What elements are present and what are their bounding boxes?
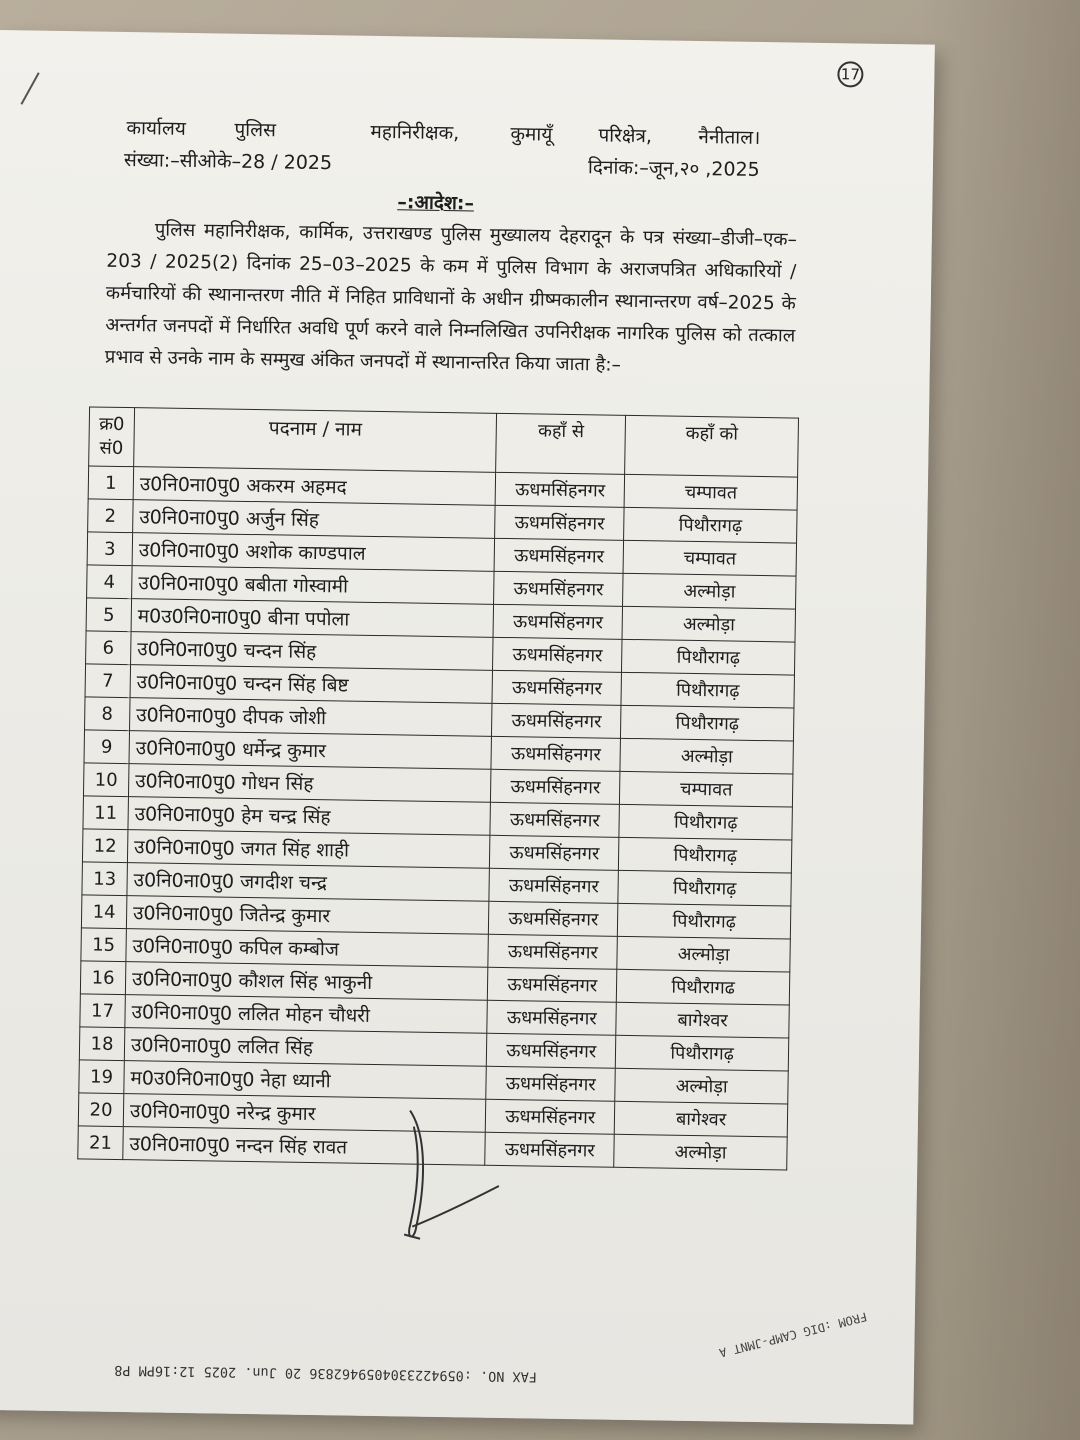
cell-name: उ0नि0ना0पु0 जितेन्द्र कुमार — [126, 896, 489, 935]
cell-name: उ0नि0ना0पु0 नरेन्द्र कुमार — [123, 1094, 486, 1133]
cell-name: म0उ0नि0ना0पु0 नेहा ध्यानी — [124, 1061, 487, 1100]
cell-serial-no: 7 — [85, 664, 130, 698]
cell-to: पिथौरागढ़ — [619, 804, 792, 840]
cell-from: ऊधमसिंहनगर — [495, 472, 624, 507]
cell-serial-no: 19 — [79, 1060, 124, 1094]
cell-serial-no: 16 — [80, 961, 125, 995]
header-serial-no-line1: क्र0 — [99, 413, 125, 436]
document-page — [0, 30, 935, 1425]
cell-serial-no: 12 — [82, 829, 127, 863]
cell-from: ऊधमसिंहनगर — [495, 505, 624, 540]
cell-to: पिथौरागढ — [617, 969, 790, 1005]
cell-from: ऊधमसिंहनगर — [493, 637, 622, 672]
fax-from-line: FROM :DIG CAMP-JMNT A — [717, 1309, 869, 1360]
cell-name: उ0नि0ना0पु0 ललित मोहन चौधरी — [125, 995, 488, 1034]
cell-to: चम्पावत — [624, 474, 797, 510]
pen-mark — [21, 72, 40, 104]
cell-serial-no: 14 — [81, 895, 126, 929]
cell-to: बागेश्वर — [614, 1101, 787, 1137]
cell-from: ऊधमसिंहनगर — [492, 703, 621, 738]
table-header-row — [89, 407, 799, 477]
cell-name: उ0नि0ना0पु0 हेम चन्द्र सिंह — [128, 797, 491, 836]
cell-to: पिथौरागढ़ — [622, 639, 795, 675]
order-date: दिनांक:–जून,२० ,2025 — [587, 156, 760, 181]
cell-to: अल्मोड़ा — [620, 738, 793, 774]
cell-from: ऊधमसिंहनगर — [487, 1000, 616, 1035]
cell-from: ऊधमसिंहनगर — [488, 934, 617, 969]
cell-to: पिथौरागढ़ — [621, 705, 794, 741]
tabletop-background — [920, 0, 1080, 1440]
cell-from: ऊधमसिंहनगर — [493, 604, 622, 639]
cell-serial-no: 2 — [88, 499, 133, 533]
cell-name: उ0नि0ना0पु0 चन्दन सिंह बिष्ट — [130, 665, 493, 704]
cell-to: पिथौरागढ़ — [619, 837, 792, 873]
cell-serial-no: 5 — [86, 598, 131, 632]
cell-name: उ0नि0ना0पु0 जगदीश चन्द्र — [127, 863, 490, 902]
cell-to: पिथौरागढ़ — [618, 870, 791, 906]
cell-name: उ0नि0ना0पु0 गोधन सिंह — [128, 764, 491, 803]
cell-name: उ0नि0ना0पु0 नन्दन सिंह रावत — [123, 1127, 486, 1166]
header-office-word-2: पुलिस — [234, 118, 277, 142]
cell-serial-no: 15 — [81, 928, 126, 962]
cell-from: ऊधमसिंहनगर — [489, 868, 618, 903]
cell-from: ऊधमसिंहनगर — [488, 967, 617, 1002]
cell-to: चम्पावत — [623, 540, 796, 576]
cell-name: उ0नि0ना0पु0 ललित सिंह — [124, 1028, 487, 1067]
cell-name: उ0नि0ना0पु0 चन्दन सिंह — [131, 632, 494, 671]
cell-name: म0उ0नि0ना0पु0 बीना पपोला — [131, 599, 494, 638]
header-serial-no — [89, 407, 135, 467]
cell-to: बागेश्वर — [616, 1002, 789, 1038]
header-office-word-5: परिक्षेत्र, — [598, 124, 653, 148]
order-title: –:आदेश:– — [397, 191, 475, 215]
cell-from: ऊधमसिंहनगर — [486, 1099, 615, 1134]
cell-serial-no: 8 — [85, 697, 130, 731]
cell-from: ऊधमसिंहनगर — [491, 736, 620, 771]
fax-footer-line: FAX NO. :0594223304059462836 20 Jun. 2025 12:16PM P8 — [114, 1361, 538, 1385]
cell-to: पिथौरागढ़ — [621, 672, 794, 708]
cell-from: ऊधमसिंहनगर — [490, 835, 619, 870]
cell-from: ऊधमसिंहनगर — [485, 1132, 614, 1167]
cell-name: उ0नि0ना0पु0 कपिल कम्बोज — [126, 929, 489, 968]
order-body-paragraph: पुलिस महानिरीक्षक, कार्मिक, उत्तराखण्ड पुलिस मुख्यालय देहरादून के पत्र संख्या–डीजी–एक–203 / 2025(2) दिनांक 25–03–2025 के कम में पुलिस विभाग के अराजपत्रित अधिकारियों / कर्मचारियों की स्थानान्तरण नीति में निहित प्राविधानों के अधीन ग्रीष्मकालीन स्थानान्तरण वर्ष–2025 के अन्तर्गत जनपदों में निर्धारित अवधि पूर्ण करने वाले निम्नलिखित उपनिरीक्षक नागरिक पुलिस को तत्काल प्रभाव से उनके नाम के सम्मुख अंकित जनपदों में स्थानान्तरित किया जाता है:– — [104, 219, 797, 376]
cell-serial-no: 21 — [78, 1126, 123, 1160]
cell-serial-no: 6 — [86, 631, 131, 665]
reference-number: संख्या:–सीओके–28 / 2025 — [123, 148, 333, 175]
header-office-word-3: महानिरीक्षक, — [370, 120, 460, 145]
cell-serial-no: 10 — [83, 763, 128, 797]
transfer-table — [77, 406, 799, 1170]
cell-from: ऊधमसिंहनगर — [487, 1033, 616, 1068]
header-office-word-1: कार्यालय — [126, 117, 187, 140]
header-serial-no-line2: सं0 — [99, 437, 124, 459]
cell-to: अल्मोड़ा — [622, 606, 795, 642]
cell-name: उ0नि0ना0पु0 बबीता गोस्वामी — [132, 566, 495, 605]
cell-from: ऊधमसिंहनगर — [489, 901, 618, 936]
cell-from: ऊधमसिंहनगर — [494, 571, 623, 606]
page-number-circled: 17 — [837, 61, 863, 87]
cell-to: पिथौरागढ़ — [624, 507, 797, 543]
cell-serial-no: 9 — [84, 730, 129, 764]
cell-to: पिथौरागढ़ — [618, 903, 791, 939]
cell-to: अल्मोड़ा — [623, 573, 796, 609]
cell-name: उ0नि0ना0पु0 दीपक जोशी — [129, 698, 492, 737]
cell-serial-no: 18 — [79, 1027, 124, 1061]
cell-name: उ0नि0ना0पु0 कौशल सिंह भाकुनी — [125, 962, 488, 1001]
handwritten-signature — [386, 1106, 508, 1248]
cell-from: ऊधमसिंहनगर — [486, 1066, 615, 1101]
cell-from: ऊधमसिंहनगर — [490, 802, 619, 837]
cell-to: अल्मोड़ा — [614, 1134, 787, 1170]
cell-name: उ0नि0ना0पु0 अकरम अहमद — [133, 467, 496, 506]
cell-name: उ0नि0ना0पु0 अर्जुन सिंह — [133, 500, 496, 539]
cell-to: अल्मोड़ा — [617, 936, 790, 972]
header-office-word-6: नैनीताल। — [698, 125, 761, 149]
header-from: कहाँ से — [496, 413, 626, 474]
header-to: कहाँ को — [625, 415, 799, 477]
cell-to: पिथौरागढ़ — [616, 1035, 789, 1071]
cell-to: चम्पावत — [620, 771, 793, 807]
cell-serial-no: 20 — [78, 1093, 123, 1127]
header-name: पदनाम / नाम — [134, 408, 497, 473]
cell-serial-no: 4 — [87, 565, 132, 599]
cell-from: ऊधमसिंहनगर — [494, 538, 623, 573]
cell-to: अल्मोड़ा — [615, 1068, 788, 1104]
cell-serial-no: 11 — [83, 796, 128, 830]
cell-from: ऊधमसिंहनगर — [492, 670, 621, 705]
cell-name: उ0नि0ना0पु0 धर्मेन्द्र कुमार — [129, 731, 492, 770]
cell-serial-no: 1 — [88, 466, 133, 500]
cell-name: उ0नि0ना0पु0 अशोक काण्डपाल — [132, 533, 495, 572]
cell-from: ऊधमसिंहनगर — [491, 769, 620, 804]
cell-serial-no: 13 — [82, 862, 127, 896]
cell-serial-no: 17 — [80, 994, 125, 1028]
cell-name: उ0नि0ना0पु0 जगत सिंह शाही — [127, 830, 490, 869]
cell-serial-no: 3 — [87, 532, 132, 566]
header-office-word-4: कुमायूँ — [510, 123, 553, 146]
